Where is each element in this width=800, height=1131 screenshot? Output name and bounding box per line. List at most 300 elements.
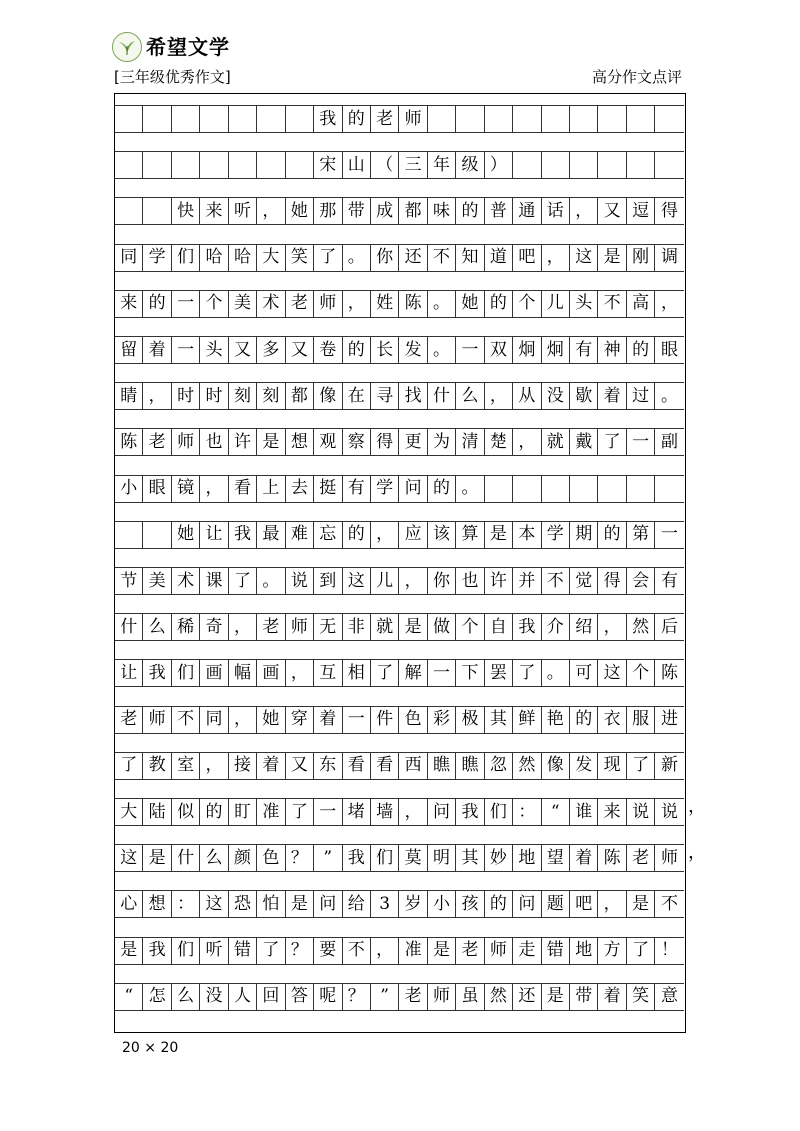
grid-cell	[286, 151, 314, 179]
grid-cell: 快	[172, 197, 200, 225]
grid-cell	[257, 151, 285, 179]
grid-cell: 了	[286, 798, 314, 826]
grid-cell: ”	[314, 844, 342, 872]
grid-cell: 清	[456, 428, 484, 456]
grid-cell: 错	[229, 937, 257, 965]
grid-cell: 山	[343, 151, 371, 179]
grid-cell: 我	[513, 613, 541, 641]
grid-cell: 儿	[371, 567, 399, 595]
grid-cell: 老	[257, 613, 285, 641]
grid-cell: 们	[172, 244, 200, 272]
grid-cell: 老	[115, 706, 143, 734]
grid-cell: 寻	[371, 382, 399, 410]
grid-cell: 姓	[371, 290, 399, 318]
grid-cell: 谁	[570, 798, 598, 826]
grid-cell: 3	[371, 890, 399, 918]
grid-cell: 一	[172, 336, 200, 364]
grid-cell: 成	[371, 197, 399, 225]
grid-cell: 她	[456, 290, 484, 318]
grid-cell: 的	[485, 890, 513, 918]
grid-cell: 头	[570, 290, 598, 318]
grid-cell	[485, 475, 513, 503]
grid-cell	[598, 151, 626, 179]
grid-cell: 让	[115, 659, 143, 687]
grid-cell: 孩	[456, 890, 484, 918]
grid-cell: 还	[513, 983, 541, 1011]
grid-cell: ，	[399, 567, 427, 595]
grid-cell: 。	[343, 244, 371, 272]
grid-cell: 回	[257, 983, 285, 1011]
grid-cell: 下	[456, 659, 484, 687]
grid-cell: 炯	[542, 336, 570, 364]
grid-cell: 教	[143, 752, 171, 780]
grid-cell: 着	[314, 706, 342, 734]
grid-cell: 戴	[570, 428, 598, 456]
grid-cell: 副	[655, 428, 683, 456]
grid-cell: 是	[115, 937, 143, 965]
grid-cell: 颜	[229, 844, 257, 872]
grid-cell	[570, 475, 598, 503]
grid-cell: 就	[542, 428, 570, 456]
grid-cell: 个	[513, 290, 541, 318]
grid-cell: 瞧	[428, 752, 456, 780]
text-row	[115, 798, 684, 826]
grid-cell: 然	[485, 983, 513, 1011]
grid-cell	[115, 151, 143, 179]
grid-cell: 刚	[627, 244, 655, 272]
grid-cell: ，	[229, 613, 257, 641]
grid-cell: ，	[257, 197, 285, 225]
grid-cell: 带	[343, 197, 371, 225]
grid-cell	[655, 475, 683, 503]
grid-cell: 是	[428, 937, 456, 965]
grid-cell: ，	[485, 382, 513, 410]
grid-cell: 这	[115, 844, 143, 872]
grid-cell: 要	[314, 937, 342, 965]
grid-cell: 件	[371, 706, 399, 734]
grid-cell: ）	[485, 151, 513, 179]
grid-cell: ：	[172, 890, 200, 918]
grid-cell: 了	[627, 937, 655, 965]
grid-cell: ，	[371, 937, 399, 965]
grid-cell: 西	[399, 752, 427, 780]
grid-cell: 做	[428, 613, 456, 641]
grid-cell: 哈	[229, 244, 257, 272]
grid-cell: 年	[428, 151, 456, 179]
grid-cell: 堵	[343, 798, 371, 826]
grid-cell: 题	[542, 890, 570, 918]
grid-cell: 儿	[542, 290, 570, 318]
grid-cell: 陆	[143, 798, 171, 826]
grid-cell: 陈	[115, 428, 143, 456]
grid-cell: 不	[428, 244, 456, 272]
grid-cell: 有	[570, 336, 598, 364]
grid-cell: 幅	[229, 659, 257, 687]
grid-cell: 时	[200, 382, 228, 410]
grid-cell: 的	[343, 336, 371, 364]
grid-cell: 了	[513, 659, 541, 687]
grid-cell: 那	[314, 197, 342, 225]
grid-cell: 都	[286, 382, 314, 410]
grid-cell: 节	[115, 567, 143, 595]
grid-cell: 普	[485, 197, 513, 225]
grid-cell: ，	[655, 290, 683, 318]
grid-cell: 知	[456, 244, 484, 272]
grid-cell: 么	[143, 613, 171, 641]
text-row	[115, 567, 684, 595]
grid-cell: 问	[314, 890, 342, 918]
grid-cell: 也	[456, 567, 484, 595]
grid-cell: 盯	[229, 798, 257, 826]
grid-cell: 的	[570, 706, 598, 734]
grid-cell: 高	[627, 290, 655, 318]
grid-cell: 其	[456, 844, 484, 872]
grid-cell: 这	[200, 890, 228, 918]
grid-cell: 室	[172, 752, 200, 780]
grid-cell: 么	[172, 983, 200, 1011]
grid-cell: 什	[115, 613, 143, 641]
grid-cell: 就	[371, 613, 399, 641]
grid-cell: 时	[172, 382, 200, 410]
grid-cell: 三	[399, 151, 427, 179]
grid-cell: 师	[172, 428, 200, 456]
grid-cell: 找	[399, 382, 427, 410]
grid-cell: 又	[229, 336, 257, 364]
grid-cell: 错	[542, 937, 570, 965]
grid-cell	[513, 105, 541, 133]
grid-cell: 什	[172, 844, 200, 872]
grid-cell: 师	[399, 105, 427, 133]
grid-cell: 大	[115, 798, 143, 826]
grid-cell	[570, 151, 598, 179]
grid-cell: 怕	[257, 890, 285, 918]
grid-cell: 发	[570, 752, 598, 780]
grid-cell: 的	[456, 197, 484, 225]
grid-cell: 神	[598, 336, 626, 364]
grid-cell: 问	[513, 890, 541, 918]
grid-cell: 。	[257, 567, 285, 595]
grid-cell: 楚	[485, 428, 513, 456]
grid-cell: 老	[627, 844, 655, 872]
grid-cell: 一	[627, 428, 655, 456]
grid-cell: 个	[456, 613, 484, 641]
grid-cell: ，	[200, 752, 228, 780]
grid-cell	[542, 105, 570, 133]
grid-cell: 着	[598, 983, 626, 1011]
grid-cell: 虽	[456, 983, 484, 1011]
grid-cell: 听	[229, 197, 257, 225]
grid-cell: 又	[286, 752, 314, 780]
grid-cell: 是	[286, 890, 314, 918]
grid-cell: ，	[570, 197, 598, 225]
grid-cell: 可	[570, 659, 598, 687]
grid-cell: 像	[542, 752, 570, 780]
grid-cell: 的	[485, 290, 513, 318]
grid-cell: 准	[399, 937, 427, 965]
grid-cell: 难	[286, 521, 314, 549]
grid-cell: 大	[257, 244, 285, 272]
grid-cell: 得	[371, 428, 399, 456]
grid-cell: 笑	[627, 983, 655, 1011]
grid-cell	[115, 197, 143, 225]
grid-cell: 学	[542, 521, 570, 549]
brand-name: 希望文学	[146, 35, 230, 59]
grid-cell: 学	[371, 475, 399, 503]
grid-cell: 忽	[485, 752, 513, 780]
grid-cell: 师	[485, 937, 513, 965]
grid-cell: 从	[513, 382, 541, 410]
grid-cell: ，	[200, 475, 228, 503]
grid-cell: 刻	[229, 382, 257, 410]
grid-cell: 逗	[627, 197, 655, 225]
grid-cell: 望	[542, 844, 570, 872]
grid-cell: 。	[655, 382, 683, 410]
grid-cell: 了	[115, 752, 143, 780]
grid-cell: 走	[513, 937, 541, 965]
grid-cell: 不	[343, 937, 371, 965]
grid-cell: 观	[314, 428, 342, 456]
grid-cell: 是	[598, 244, 626, 272]
grid-cell: 稀	[172, 613, 200, 641]
grid-cell: 还	[399, 244, 427, 272]
grid-cell: 么	[456, 382, 484, 410]
grid-cell: 她	[286, 197, 314, 225]
grid-cell	[513, 475, 541, 503]
grid-cell: 们	[172, 937, 200, 965]
grid-cell: （	[371, 151, 399, 179]
grid-cell: 一	[655, 521, 683, 549]
grid-cell	[115, 105, 143, 133]
grid-cell: 的	[200, 798, 228, 826]
grid-cell: 的	[598, 521, 626, 549]
text-row	[115, 706, 684, 734]
grid-cell: 了	[257, 937, 285, 965]
grid-cell: 没	[200, 983, 228, 1011]
text-row	[115, 613, 684, 641]
grid-cell: 有	[655, 567, 683, 595]
grid-cell: 听	[200, 937, 228, 965]
grid-cell: 画	[257, 659, 285, 687]
grid-cell: 准	[257, 798, 285, 826]
grid-cell: 明	[428, 844, 456, 872]
grid-cell: 算	[456, 521, 484, 549]
grid-cell: 同	[115, 244, 143, 272]
grid-cell: 人	[229, 983, 257, 1011]
grid-cell: 小	[115, 475, 143, 503]
grid-cell: ？	[343, 983, 371, 1011]
grid-cell: 我	[143, 659, 171, 687]
title-row	[115, 151, 684, 179]
grid-cell	[200, 151, 228, 179]
grid-cell: 的	[143, 290, 171, 318]
grid-cell: 一	[172, 290, 200, 318]
grid-cell: ！	[655, 937, 683, 965]
grid-cell: 问	[399, 475, 427, 503]
grid-cell: 我	[314, 105, 342, 133]
grid-cell: 相	[343, 659, 371, 687]
grid-cell: 了	[314, 244, 342, 272]
grid-cell: 让	[200, 521, 228, 549]
grid-cell: 着	[257, 752, 285, 780]
grid-cell: 挺	[314, 475, 342, 503]
grid-cell: 们	[371, 844, 399, 872]
grid-cell	[229, 105, 257, 133]
grid-cell: 不	[542, 567, 570, 595]
grid-cell: 然	[627, 613, 655, 641]
text-row	[115, 428, 684, 456]
grid-cell: 老	[456, 937, 484, 965]
grid-cell: 是	[399, 613, 427, 641]
grid-cell: 怎	[143, 983, 171, 1011]
grid-cell: 方	[598, 937, 626, 965]
grid-cell: 术	[257, 290, 285, 318]
grid-cell: 绍	[570, 613, 598, 641]
grid-cell: ，	[598, 890, 626, 918]
grid-cell	[257, 105, 285, 133]
grid-cell: 多	[257, 336, 285, 364]
grid-cell: 得	[655, 197, 683, 225]
grid-cell: 岁	[399, 890, 427, 918]
grid-cell: 其	[485, 706, 513, 734]
grid-cell: 接	[229, 752, 257, 780]
grid-cell: 哈	[200, 244, 228, 272]
category-label: [三年级优秀作文]	[114, 68, 231, 86]
grid-cell: 也	[200, 428, 228, 456]
grid-cell: 画	[200, 659, 228, 687]
grid-cell: 彩	[428, 706, 456, 734]
grid-cell	[598, 105, 626, 133]
grid-cell: 不	[655, 890, 683, 918]
grid-cell: 给	[343, 890, 371, 918]
grid-cell: 陈	[598, 844, 626, 872]
grid-cell: 为	[428, 428, 456, 456]
grid-cell: 宋	[314, 151, 342, 179]
grid-cell: 她	[257, 706, 285, 734]
grid-cell	[200, 105, 228, 133]
grid-cell: 了	[627, 752, 655, 780]
text-row	[115, 983, 684, 1011]
brand-logo	[112, 32, 252, 64]
grid-cell	[143, 151, 171, 179]
grid-cell	[456, 105, 484, 133]
grid-cell	[598, 475, 626, 503]
grid-cell: ，	[143, 382, 171, 410]
grid-cell: 最	[257, 521, 285, 549]
grid-cell: 这	[343, 567, 371, 595]
grid-cell: 这	[570, 244, 598, 272]
grid-cell: 道	[485, 244, 513, 272]
text-row	[115, 937, 684, 965]
grid-cell: 互	[314, 659, 342, 687]
grid-cell: 艳	[542, 706, 570, 734]
grid-cell: 在	[343, 382, 371, 410]
grid-cell: 本	[513, 521, 541, 549]
grid-cell: 看	[343, 752, 371, 780]
grid-cell: 衣	[598, 706, 626, 734]
grid-cell: 的	[627, 336, 655, 364]
text-row	[115, 382, 684, 410]
grid-cell	[485, 105, 513, 133]
grid-cell: 你	[371, 244, 399, 272]
text-row	[115, 475, 684, 503]
grid-cell: 来	[598, 798, 626, 826]
grid-cell: 卷	[314, 336, 342, 364]
grid-cell: 说	[286, 567, 314, 595]
grid-cell: 说	[627, 798, 655, 826]
grid-cell: 我	[143, 937, 171, 965]
grid-cell: 。	[428, 290, 456, 318]
text-row	[115, 336, 684, 364]
grid-cell: 新	[655, 752, 683, 780]
grid-cell: 想	[143, 890, 171, 918]
text-row	[115, 844, 684, 872]
grid-cell: 一	[456, 336, 484, 364]
text-row	[115, 290, 684, 318]
grid-cell	[143, 105, 171, 133]
grid-cell: 罢	[485, 659, 513, 687]
grid-cell: 不	[598, 290, 626, 318]
grid-cell: 你	[428, 567, 456, 595]
grid-cell: 问	[428, 798, 456, 826]
grid-cell: 我	[229, 521, 257, 549]
grid-cell: 并	[513, 567, 541, 595]
grid-cell: 发	[399, 336, 427, 364]
grid-cell: 东	[314, 752, 342, 780]
grid-cell: 穿	[286, 706, 314, 734]
grid-cell: ，	[286, 659, 314, 687]
grid-cell: 又	[286, 336, 314, 364]
grid-cell: 的	[428, 475, 456, 503]
grid-cell: 是	[143, 844, 171, 872]
grid-cell: 又	[598, 197, 626, 225]
grid-cell	[655, 151, 683, 179]
grid-cell: 头	[200, 336, 228, 364]
grid-cell: 师	[286, 613, 314, 641]
grid-cell: 老	[286, 290, 314, 318]
grid-cell: 眼	[655, 336, 683, 364]
grid-cell: 是	[542, 983, 570, 1011]
grid-cell: 应	[399, 521, 427, 549]
grid-cell: 看	[371, 752, 399, 780]
grid-cell: 她	[172, 521, 200, 549]
grid-cell: 通	[513, 197, 541, 225]
grid-cell	[513, 151, 541, 179]
grid-cell: 我	[343, 844, 371, 872]
grid-cell: 术	[172, 567, 200, 595]
grid-cell: 察	[343, 428, 371, 456]
grid-cell	[172, 105, 200, 133]
grid-cell: 了	[598, 428, 626, 456]
grid-cell: 进	[655, 706, 683, 734]
grid-cell: 鲜	[513, 706, 541, 734]
grid-cell: 自	[485, 613, 513, 641]
grid-cell: 是	[627, 890, 655, 918]
grid-cell: 后	[655, 613, 683, 641]
grid-cell: 师	[314, 290, 342, 318]
grid-cell: ？	[286, 844, 314, 872]
grid-cell: 妙	[485, 844, 513, 872]
grid-cell: 师	[655, 844, 683, 872]
grid-cell: 师	[143, 706, 171, 734]
grid-cell: 有	[343, 475, 371, 503]
grid-cell: ，	[542, 244, 570, 272]
grid-cell: 。	[428, 336, 456, 364]
grid-cell: 看	[229, 475, 257, 503]
grid-cell: 陈	[399, 290, 427, 318]
text-row	[115, 521, 684, 549]
manuscript-grid	[114, 93, 686, 1033]
section-label: 高分作文点评	[591, 68, 682, 86]
